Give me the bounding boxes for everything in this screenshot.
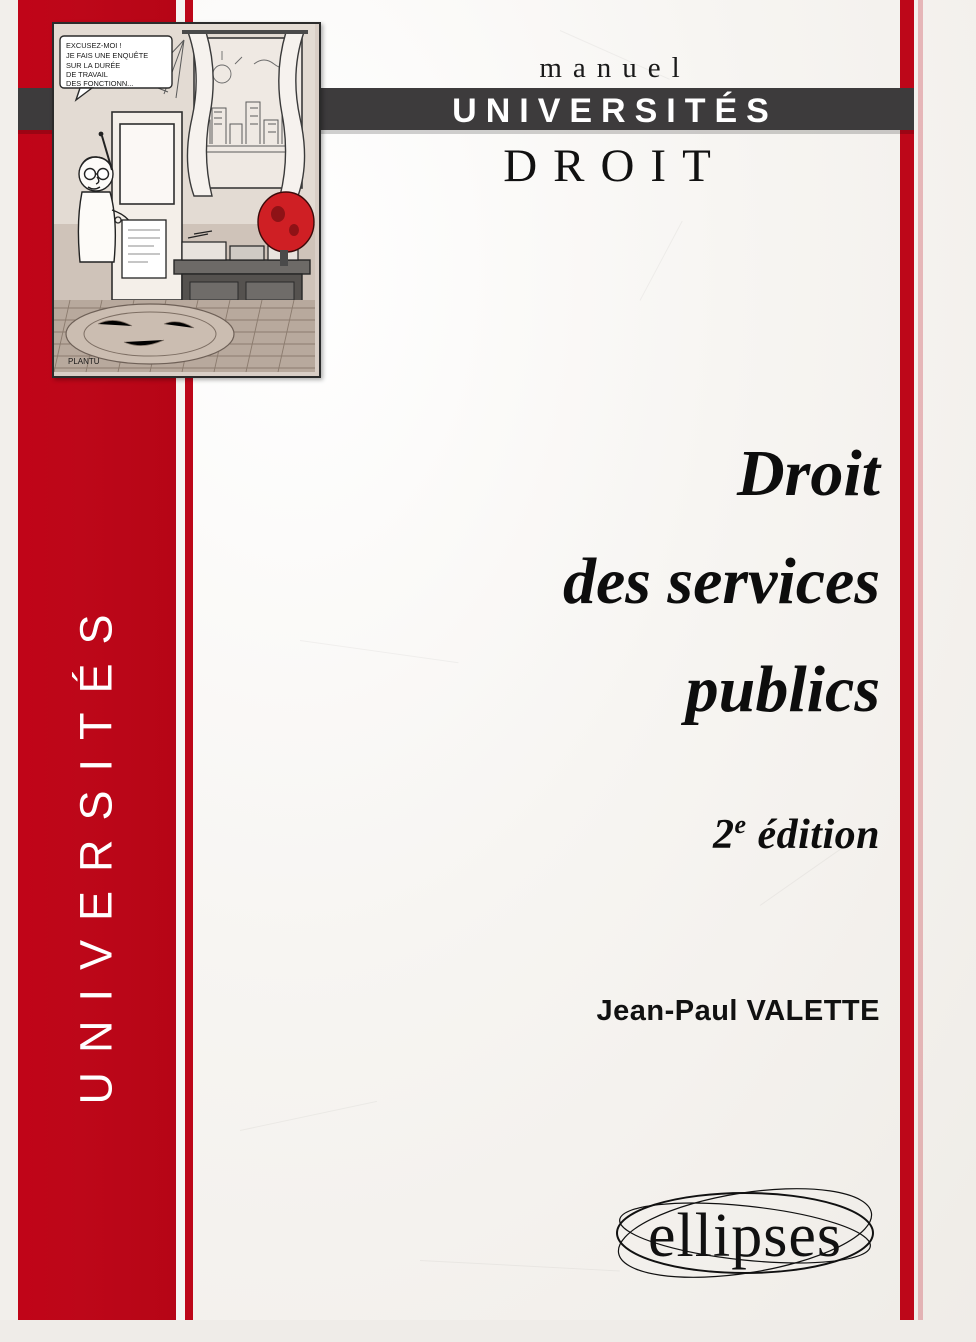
book-title <box>380 420 880 859</box>
svg-text:SUR LA DURÉE: SUR LA DURÉE <box>66 61 121 70</box>
spine-series-label <box>18 400 176 1300</box>
svg-text:DES FONCTIONN...: DES FONCTIONN... <box>66 79 134 88</box>
illustration-signature: PLANTU <box>68 357 100 366</box>
author-name: Jean-Paul VALETTE <box>596 995 880 1027</box>
cover-illustration <box>52 22 321 378</box>
series-line-universites: UNIVERSITÉS <box>452 92 778 130</box>
title-line-1: Droit <box>736 437 880 510</box>
bottom-margin <box>0 1320 976 1342</box>
title-line-2: des services <box>562 545 880 618</box>
publisher-logo <box>600 1175 890 1295</box>
series-masthead <box>330 52 900 193</box>
edition-number: 2 <box>712 812 735 858</box>
left-edge-margin <box>0 0 18 1342</box>
edition-ordinal-suffix: e <box>734 810 747 839</box>
series-line-manuel: manuel <box>539 52 691 84</box>
publisher-name: ellipses <box>648 1202 842 1270</box>
edition-label <box>380 810 880 859</box>
spine-series-label-text: UNIVERSITÉS <box>71 595 122 1105</box>
title-line-3: publics <box>685 653 880 726</box>
cartoon-office-survey-icon <box>54 24 315 372</box>
series-line-droit: DROIT <box>503 140 727 192</box>
svg-text:EXCUSEZ-MOI !: EXCUSEZ-MOI ! <box>66 41 122 50</box>
svg-text:DE TRAVAIL: DE TRAVAIL <box>66 70 108 79</box>
svg-text:JE FAIS UNE ENQUÊTE: JE FAIS UNE ENQUÊTE <box>66 51 149 60</box>
right-red-stripe-shadow <box>918 0 923 1342</box>
right-red-stripe <box>900 0 914 1342</box>
edition-word: édition <box>757 812 880 858</box>
